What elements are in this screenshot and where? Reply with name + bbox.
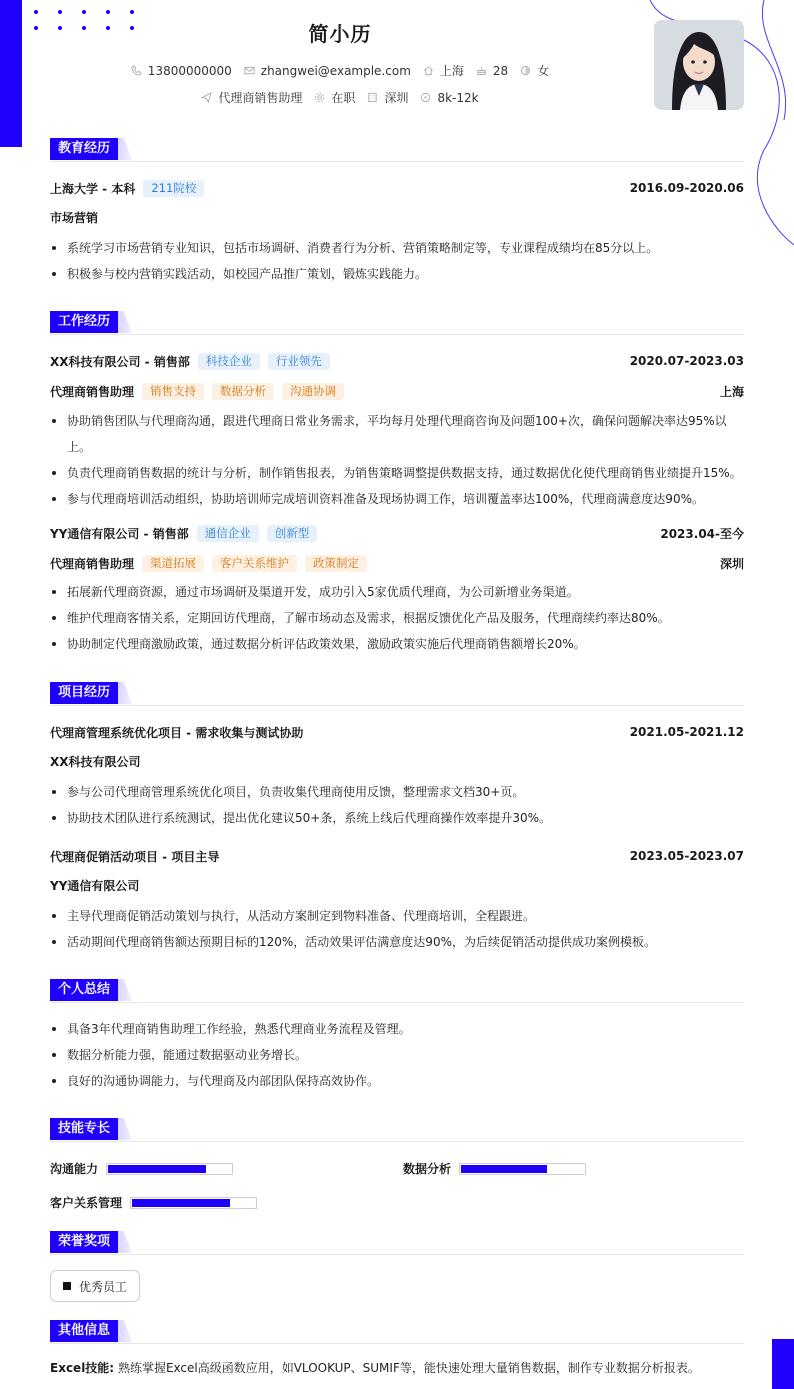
skill-name: 客户关系管理 bbox=[50, 1196, 123, 1210]
profile-photo bbox=[654, 20, 744, 110]
job-role: 代理商销售助理 bbox=[50, 556, 135, 571]
send-icon bbox=[201, 92, 212, 103]
employment-status: 在职 bbox=[331, 91, 356, 105]
role-tag: 客户关系维护 bbox=[212, 555, 297, 572]
skills-section-header bbox=[50, 1118, 744, 1142]
skill-level-bar bbox=[106, 1163, 233, 1175]
city-item bbox=[423, 62, 464, 79]
skill-item bbox=[403, 1160, 586, 1177]
square-bullet-icon bbox=[63, 1282, 71, 1290]
job-period: 2023.04-至今 bbox=[660, 526, 744, 541]
building-icon bbox=[367, 92, 378, 103]
work-section-header bbox=[50, 311, 744, 335]
target-city: 深圳 bbox=[384, 91, 409, 105]
list-item: 协助制定代理商激励政策，通过数据分析评估政策效果，激励政策实施后代理商销售额增长20%。 bbox=[50, 631, 744, 657]
summary-section-header bbox=[50, 979, 744, 1003]
project-company-row bbox=[50, 875, 744, 895]
project-company: XX科技有限公司 bbox=[50, 754, 141, 769]
job-intention-row bbox=[0, 89, 680, 106]
job-location: 上海 bbox=[719, 384, 744, 399]
coin-icon bbox=[420, 92, 431, 103]
project-bullets bbox=[50, 779, 744, 831]
project-period: 2023.05-2023.07 bbox=[629, 849, 744, 863]
target-position: 代理商销售助理 bbox=[218, 91, 303, 105]
education-section-header bbox=[50, 138, 744, 162]
school-name: 上海大学 - 本科 bbox=[50, 181, 136, 196]
company-tag: 行业领先 bbox=[268, 353, 330, 370]
job-bullets bbox=[50, 408, 744, 512]
contact-row bbox=[0, 62, 680, 79]
job-bullets bbox=[50, 579, 744, 657]
skill-level-bar bbox=[459, 1163, 586, 1175]
company-tag: 创新型 bbox=[267, 525, 318, 542]
status-item bbox=[314, 89, 355, 106]
job-role: 代理商销售助理 bbox=[50, 384, 135, 399]
gender-icon bbox=[520, 65, 531, 76]
education-row bbox=[50, 178, 744, 198]
gender-item bbox=[520, 62, 549, 79]
other-info-text: 熟练掌握Excel高级函数应用，如VLOOKUP、SUMIF等，能快速处理大量销售数据，制作专业数据分析报表。 bbox=[117, 1361, 700, 1375]
section-title-summary: 个人总结 bbox=[50, 979, 118, 1001]
honors-section-header bbox=[50, 1231, 744, 1255]
accent-bar-right bbox=[772, 1339, 794, 1389]
skill-item bbox=[50, 1194, 257, 1211]
project-section-header bbox=[50, 682, 744, 706]
home-icon bbox=[423, 65, 434, 76]
target-position-item bbox=[201, 89, 302, 106]
job-period: 2020.07-2023.03 bbox=[629, 354, 744, 368]
list-item: 参与代理商培训活动组织，协助培训师完成培训资料准备及现场协调工作，培训覆盖率达100%，代理商满意度达90%。 bbox=[50, 486, 744, 512]
project-name: 代理商促销活动项目 - 项目主导 bbox=[50, 849, 220, 864]
list-item: 拓展新代理商资源，通过市场调研及渠道开发，成功引入5家优质代理商，为公司新增业务渠道。 bbox=[50, 579, 744, 605]
section-title-other: 其他信息 bbox=[50, 1320, 118, 1342]
major: 市场营销 bbox=[50, 210, 99, 225]
phone-item bbox=[131, 64, 232, 78]
project-company: YY通信有限公司 bbox=[50, 878, 140, 893]
job-role-row bbox=[50, 553, 744, 573]
major-row bbox=[50, 207, 744, 227]
skill-level-fill bbox=[132, 1199, 230, 1207]
job-company-row bbox=[50, 351, 744, 371]
skill-item bbox=[50, 1160, 233, 1177]
project-bullets bbox=[50, 903, 744, 955]
project-row bbox=[50, 846, 744, 866]
gear-icon bbox=[314, 92, 325, 103]
list-item: 活动期间代理商销售额达预期目标的120%，活动效果评估满意度达90%，为后续促销活动提供成功案例模板。 bbox=[50, 929, 744, 955]
age: 28 bbox=[492, 63, 509, 78]
other-section-header bbox=[50, 1320, 744, 1344]
candidate-name: 简小历 bbox=[308, 22, 372, 46]
other-info-label: Excel技能: bbox=[50, 1361, 115, 1375]
project-name: 代理商管理系统优化项目 - 需求收集与测试协助 bbox=[50, 725, 304, 740]
job-company-row bbox=[50, 523, 744, 543]
cake-icon bbox=[476, 65, 487, 76]
project-period: 2021.05-2021.12 bbox=[629, 725, 744, 739]
award-item bbox=[50, 1270, 140, 1302]
mail-icon bbox=[244, 65, 255, 76]
phone-icon bbox=[131, 65, 142, 76]
project-company-row bbox=[50, 751, 744, 771]
list-item: 协助技术团队进行系统测试，提出优化建议50+条，系统上线后代理商操作效率提升30%。 bbox=[50, 805, 744, 831]
company-name: XX科技有限公司 - 销售部 bbox=[50, 354, 190, 369]
list-item: 积极参与校内营销实践活动，如校园产品推广策划，锻炼实践能力。 bbox=[50, 261, 744, 287]
role-tag: 销售支持 bbox=[142, 383, 204, 400]
education-period: 2016.09-2020.06 bbox=[629, 181, 744, 195]
expected-salary: 8k-12k bbox=[437, 90, 479, 105]
age-item bbox=[476, 64, 508, 78]
list-item: 具备3年代理商销售助理工作经验，熟悉代理商业务流程及管理。 bbox=[50, 1016, 744, 1042]
company-name: YY通信有限公司 - 销售部 bbox=[50, 526, 189, 541]
role-tag: 数据分析 bbox=[212, 383, 274, 400]
role-tag: 沟通协调 bbox=[282, 383, 344, 400]
list-item: 良好的沟通协调能力，与代理商及内部团队保持高效协作。 bbox=[50, 1068, 744, 1094]
list-item: 参与公司代理商管理系统优化项目，负责收集代理商使用反馈，整理需求文档30+页。 bbox=[50, 779, 744, 805]
email-item bbox=[244, 64, 411, 78]
job-location: 深圳 bbox=[719, 556, 744, 571]
list-item: 主导代理商促销活动策划与执行，从活动方案制定到物料准备、代理商培训，全程跟进。 bbox=[50, 903, 744, 929]
phone-number: 13800000000 bbox=[147, 63, 232, 78]
gender: 女 bbox=[537, 64, 550, 78]
role-tag: 渠道拓展 bbox=[142, 555, 204, 572]
salary-item bbox=[420, 91, 478, 105]
skill-level-bar bbox=[130, 1197, 257, 1209]
education-bullets bbox=[50, 235, 744, 287]
other-info bbox=[50, 1359, 744, 1376]
section-title-honors: 荣誉奖项 bbox=[50, 1231, 118, 1253]
skill-level-fill bbox=[108, 1165, 206, 1173]
target-city-item bbox=[367, 89, 408, 106]
section-title-skills: 技能专长 bbox=[50, 1118, 118, 1140]
project-row bbox=[50, 722, 744, 742]
list-item: 维护代理商客情关系，定期回访代理商，了解市场动态及需求，根据反馈优化产品及服务，代理商续约率达80%。 bbox=[50, 605, 744, 631]
skill-name: 沟通能力 bbox=[50, 1162, 99, 1176]
section-title-education: 教育经历 bbox=[50, 138, 118, 160]
skill-level-fill bbox=[461, 1165, 547, 1173]
list-item: 数据分析能力强，能通过数据驱动业务增长。 bbox=[50, 1042, 744, 1068]
section-title-work: 工作经历 bbox=[50, 311, 118, 333]
city: 上海 bbox=[439, 64, 464, 78]
company-tag: 通信企业 bbox=[197, 525, 259, 542]
list-item: 协助销售团队与代理商沟通，跟进代理商日常业务需求，平均每月处理代理商咨询及问题100+次，确保问题解决率达95%以上。 bbox=[50, 408, 744, 460]
email-address: zhangwei@example.com bbox=[260, 63, 411, 78]
job-role-row bbox=[50, 381, 744, 401]
skill-name: 数据分析 bbox=[403, 1162, 452, 1176]
company-tag: 科技企业 bbox=[198, 353, 260, 370]
summary-bullets bbox=[50, 1016, 744, 1094]
section-title-projects: 项目经历 bbox=[50, 682, 118, 704]
award-name: 优秀员工 bbox=[79, 1279, 128, 1294]
role-tag: 政策制定 bbox=[305, 555, 367, 572]
school-tag: 211院校 bbox=[143, 180, 204, 197]
resume-header bbox=[0, 0, 680, 120]
list-item: 负责代理商销售数据的统计与分析，制作销售报表，为销售策略调整提供数据支持，通过数据优化使代理商销售业绩提升15%。 bbox=[50, 460, 744, 486]
list-item: 系统学习市场营销专业知识，包括市场调研、消费者行为分析、营销策略制定等，专业课程成绩均在85分以上。 bbox=[50, 235, 744, 261]
